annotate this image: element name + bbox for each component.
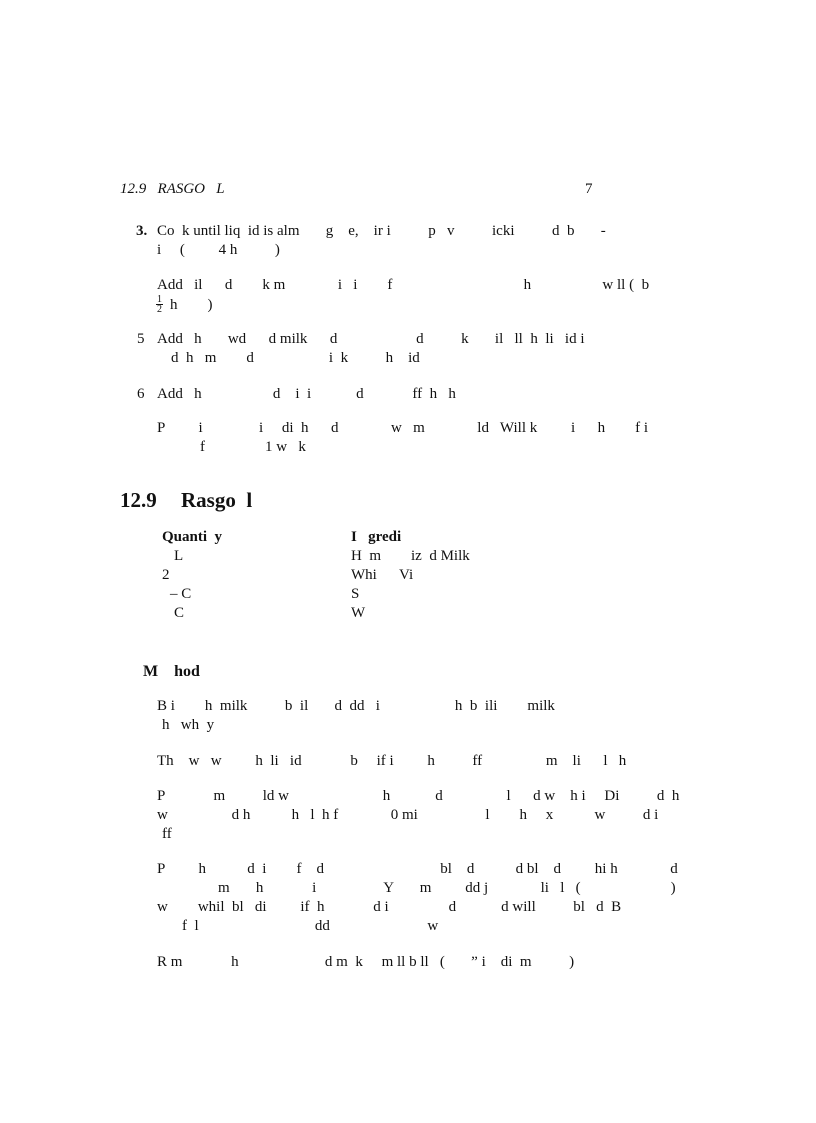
table-cell-ingredient: H m iz d Milk: [351, 548, 470, 564]
paragraph-line: f l dd w: [182, 918, 439, 934]
step-text-line: Add h d i i d ff h h: [157, 386, 456, 402]
table-cell-ingredient: Whi Vi: [351, 567, 414, 583]
table-cell-ingredient: S: [351, 586, 360, 602]
table-cell-quantity: L: [174, 548, 184, 564]
paragraph-line: Th w w h li id b if i h ff m li l h: [157, 753, 627, 769]
paragraph-line: h wh y: [162, 717, 215, 733]
step-text-line: Co k until liq id is alm g e, ir i p v icki d b -: [157, 223, 606, 239]
step-text-line: f 1 w k: [200, 439, 306, 455]
paragraph-line: w d h h l h f 0 mi l h x w d i: [157, 807, 659, 823]
paragraph-line: P h d i f d bl d d bl d hi h d: [157, 861, 678, 877]
section-number: 12.9: [120, 488, 157, 512]
table-cell-quantity: – C: [170, 586, 192, 602]
table-cell-quantity: 2: [162, 567, 170, 583]
step-text-line: Add h wd d milk d d k il ll h li id i: [157, 331, 585, 347]
step-text-line: h ): [170, 297, 213, 313]
fraction-denominator: 2: [157, 304, 162, 315]
step-text-line: d h m d i k h id: [171, 350, 420, 366]
step-text-line: i ( 4 h ): [157, 242, 280, 258]
step-number: 3.: [136, 223, 148, 239]
table-header-quantity: Quanti y: [162, 529, 223, 545]
step-text-line: P i i di h d w m ld Will k i h f i: [157, 420, 649, 436]
paragraph-line: B i h milk b il d dd i h b ili milk: [157, 698, 555, 714]
table-header-ingredient: I gredi: [351, 529, 402, 545]
paragraph-line: m h i Y m dd j li l ( ): [218, 880, 676, 896]
paragraph-line: R m h d m k m ll b ll ( ” i di m ): [157, 954, 575, 970]
fraction-numerator: 1: [157, 294, 162, 305]
step-number: 6: [137, 386, 145, 402]
method-heading: M hod: [143, 663, 200, 680]
section-title: Rasgo l: [181, 488, 253, 512]
step-text-line: Add il d k m i i f h w ll ( b: [157, 277, 650, 293]
paragraph-line: w whil bl di if h d i d d will bl d B: [157, 899, 622, 915]
step-number: 5: [137, 331, 145, 347]
page-number: 7: [585, 181, 593, 197]
paragraph-line: P m ld w h d l d w h i Di d h: [157, 788, 680, 804]
table-cell-ingredient: W: [351, 605, 366, 621]
table-cell-quantity: C: [174, 605, 185, 621]
paragraph-line: ff: [162, 826, 172, 842]
fraction-one-half: [156, 295, 163, 314]
running-header-title: 12.9 RASGO L: [120, 181, 225, 197]
